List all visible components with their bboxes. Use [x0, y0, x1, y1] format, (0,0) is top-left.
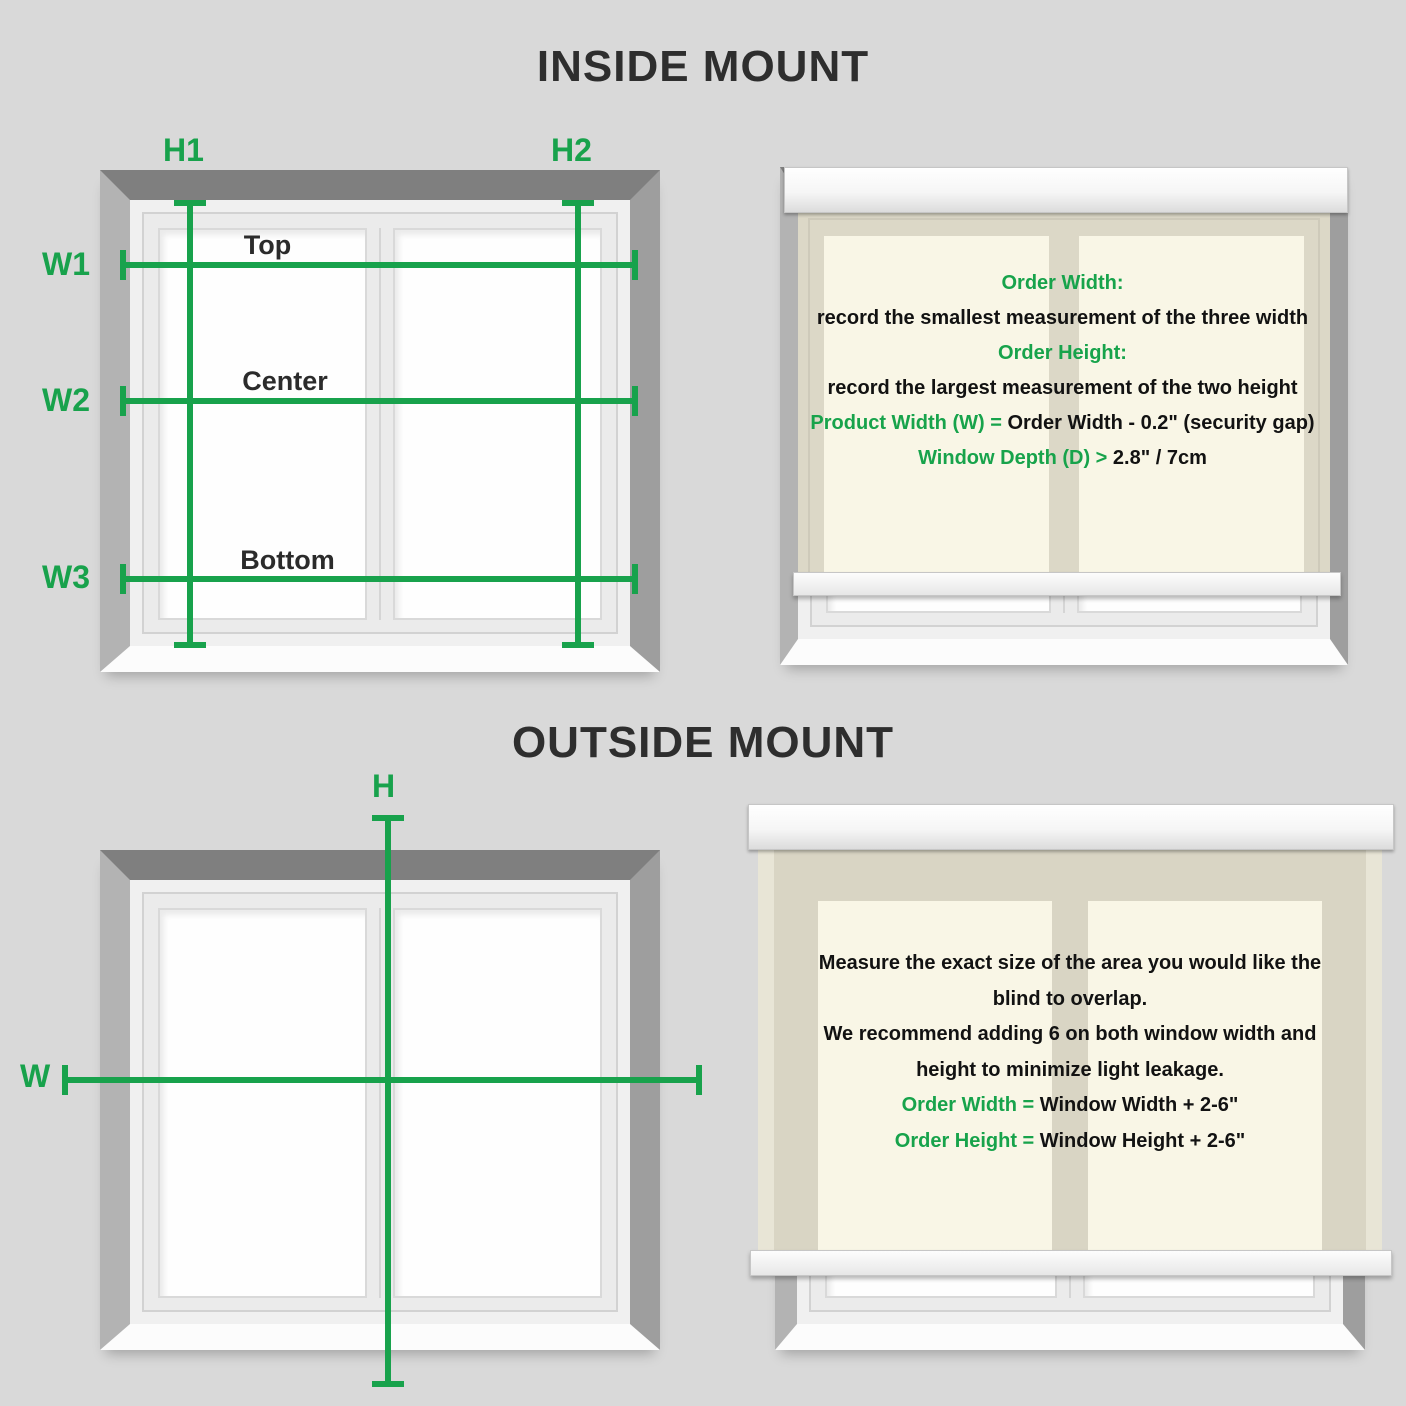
inside-mount-title: INSIDE MOUNT — [536, 42, 870, 91]
window-pane-right — [393, 228, 602, 620]
window-illustration — [100, 850, 660, 1350]
window-pane-right — [393, 908, 602, 1298]
outside-mount-title: OUTSIDE MOUNT — [511, 718, 895, 767]
blind-headrail — [748, 804, 1394, 850]
instruction-green-text: Order Height: — [998, 342, 1127, 364]
instruction-black-text: record the largest measurement of the two height — [827, 377, 1298, 399]
instruction-line — [772, 1130, 1368, 1153]
instruction-line — [790, 447, 1335, 470]
dimension-line-w2 — [120, 398, 638, 404]
label-top: Top — [243, 230, 292, 260]
blind-bottom-rail — [750, 1250, 1392, 1276]
instruction-line — [790, 307, 1335, 330]
instruction-black-text: Measure the exact size of the area you would like the — [818, 952, 1322, 974]
dimension-label-h2: H2 — [551, 132, 592, 168]
dimension-line-w3 — [120, 576, 638, 582]
blind-bottom-rail — [793, 572, 1341, 596]
instruction-line — [790, 272, 1335, 295]
instruction-black-text: We recommend adding 6 on both window width and — [823, 1023, 1317, 1045]
dimension-line-w — [62, 1077, 702, 1083]
label-bottom: Bottom — [240, 545, 335, 575]
instruction-black-text: record the smallest measurement of the three width — [816, 307, 1309, 329]
instruction-black-text: Window Height + 2-6" — [1039, 1130, 1246, 1152]
instruction-black-text: blind to overlap. — [992, 988, 1148, 1010]
window-mullion — [379, 908, 381, 1298]
blind-headrail — [784, 167, 1348, 213]
instruction-black-text: Order Width - 0.2" (security gap) — [1007, 412, 1315, 434]
instruction-line — [772, 1094, 1368, 1117]
dimension-label-h: H — [372, 768, 396, 804]
instruction-green-text: Window Depth (D) > — [918, 447, 1113, 469]
label-center: Center — [242, 366, 328, 396]
instruction-line — [772, 1023, 1368, 1046]
dimension-label-w2: W2 — [42, 382, 90, 418]
instruction-black-text: Window Width + 2-6" — [1039, 1094, 1239, 1116]
instruction-line — [772, 988, 1368, 1011]
instruction-line — [772, 1059, 1368, 1082]
dimension-line-w1 — [120, 262, 638, 268]
instruction-line — [790, 412, 1335, 435]
dimension-label-w: W — [20, 1058, 51, 1094]
roller-blind-fabric — [758, 847, 1382, 1252]
instruction-green-text: Product Width (W) = — [810, 412, 1008, 434]
instruction-green-text: Order Height = — [894, 1130, 1040, 1152]
instruction-black-text: 2.8" / 7cm — [1112, 447, 1207, 469]
window-pane-left — [158, 908, 367, 1298]
dimension-label-w3: W3 — [42, 559, 90, 595]
instruction-green-text: Order Width = — [901, 1094, 1040, 1116]
instruction-line — [772, 952, 1368, 975]
dimension-label-w1: W1 — [42, 246, 90, 282]
instruction-green-text: Order Width: — [1001, 272, 1124, 294]
instruction-black-text: height to minimize light leakage. — [916, 1059, 1224, 1081]
instruction-line — [790, 377, 1335, 400]
instruction-line — [790, 342, 1335, 365]
dimension-label-h1: H1 — [163, 132, 204, 168]
dimension-line-h — [385, 815, 391, 1387]
